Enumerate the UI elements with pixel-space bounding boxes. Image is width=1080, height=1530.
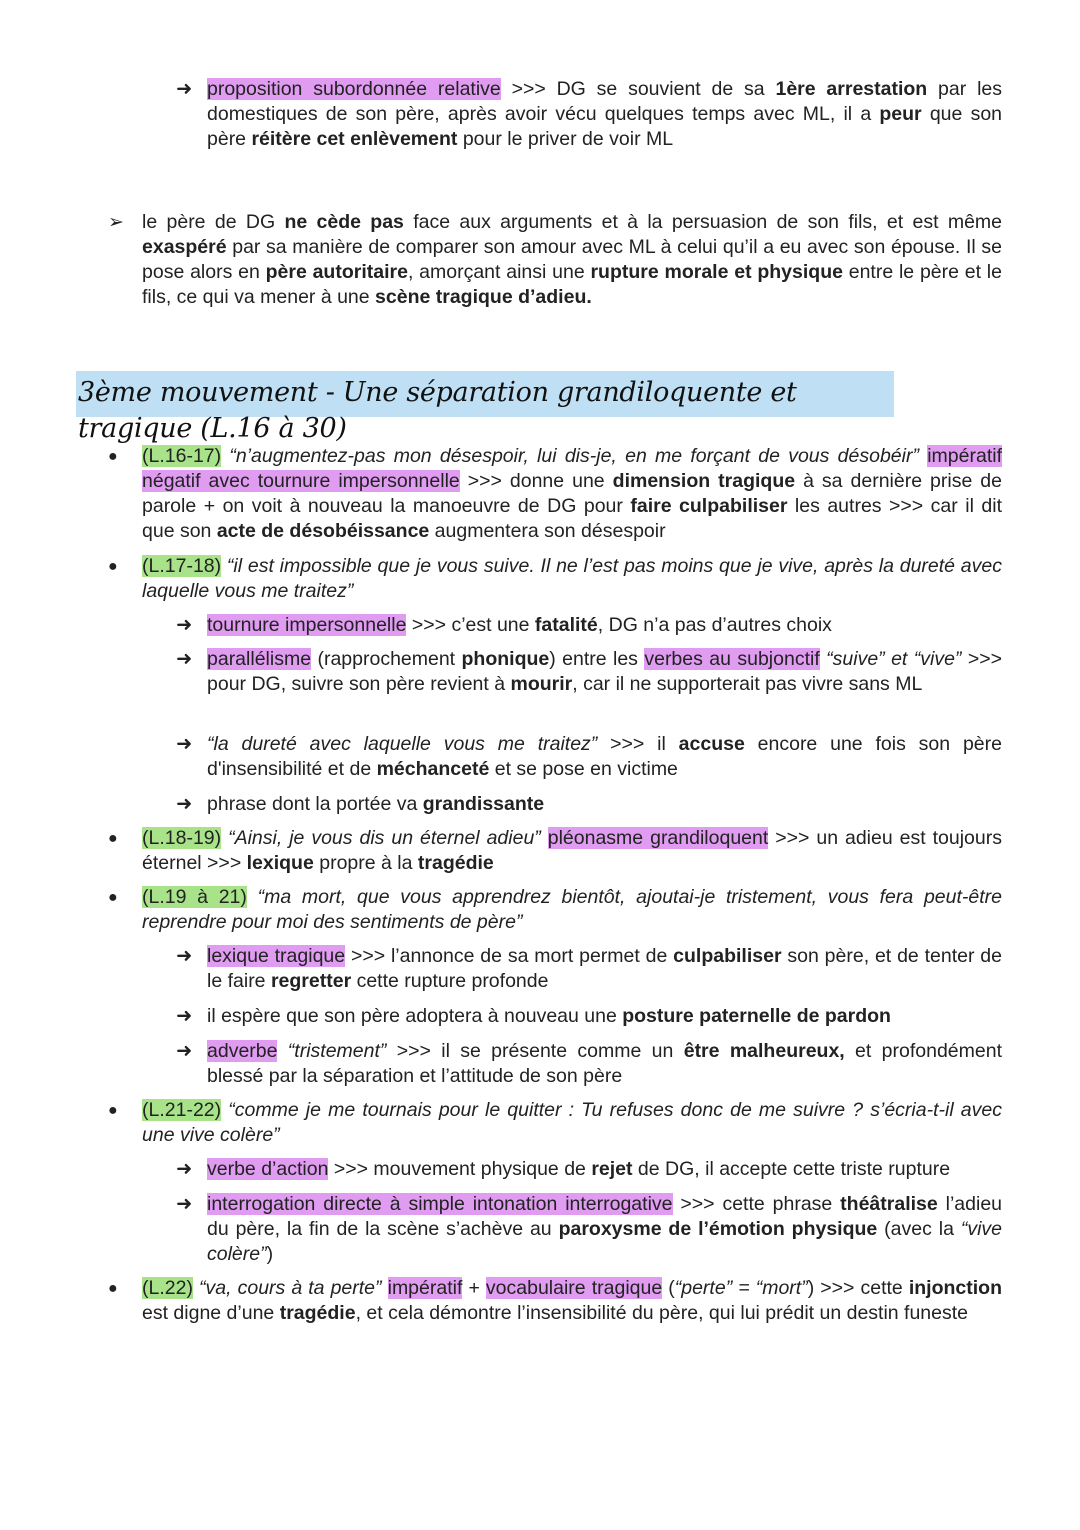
arrow-item-verbe: ➜ verbe d’action >>> mouvement physique de rejet de DG, il accepte cette triste rupture — [176, 1158, 951, 1180]
bullet-dot-icon: ● — [108, 448, 118, 465]
bullet-item-l19: ● (L.19 à 21) “ma mort, que vous apprendrez bientôt, ajoutai-je tristement, vous fera peut-être reprendre pour moi des sentiments de père” — [108, 886, 1002, 933]
arrow-item-relative: ➜ proposition subordonnée relative >>> DG se souvient de sa 1ère arrestation par les domestiques de son père, après avoir vécu quelques temps avec ML, il a peur que son père réitère cet enlèvement pour le priver de voir ML — [176, 78, 1003, 150]
arrow-item-parallelisme: ➜ parallélisme (rapprochement phonique) entre les verbes au subjonctif “suive” et “vive” >>> pour DG, suivre son père revient à mourir, car il ne supporterait pas vivre sans ML — [176, 648, 1002, 695]
arrow-icon: ➜ — [176, 733, 193, 755]
arrow-icon: ➜ — [176, 648, 193, 670]
arrow-item-durete: ➜ “la dureté avec laquelle vous me traitez” >>> il accuse encore une fois son père d'insensibilité et de méchanceté et se pose en victime — [176, 733, 1002, 780]
arrow-item-portee: ➜ phrase dont la portée va grandissante — [176, 793, 545, 815]
bullet-item-l16: ● (L.16-17) “n’augmentez-pas mon désespoir, lui dis-je, en me forçant de vous désobéir” impératif négatif avec tournure impersonnelle >>> donne une dimension tragique à sa dernière prise de parole + on voit à nouveau la manoeuvre de DG pour faire culpabiliser les autres >>> car il dit que son acte de désobéissance augmentera son désespoir — [108, 445, 1003, 542]
bullet-item-l22: ● (L.22) “va, cours à ta perte” impératif + vocabulaire tragique (“perte” = “mort”) >>> cette injonction est digne d’une tragédie, et cela démontre l’insensibilité du père, qui lui prédit un destin funeste — [108, 1277, 1002, 1324]
bullet-item-l17: ● (L.17-18) “il est impossible que je vous suive. Il ne l’est pas moins que je vive, après la dureté avec laquelle vous me traitez” — [108, 555, 1002, 602]
arrow-icon: ➜ — [176, 78, 193, 100]
arrowhead-bullet-icon: ➢ — [108, 212, 124, 233]
arrow-icon: ➜ — [176, 1193, 193, 1215]
arrow-icon: ➜ — [176, 1040, 193, 1062]
arrow-item-lexique: ➜ lexique tragique >>> l’annonce de sa mort permet de culpabiliser son père, et de tenter de le faire regretter cette rupture profonde — [176, 945, 1002, 992]
arrow-icon: ➜ — [176, 1005, 193, 1027]
arrow-icon: ➜ — [176, 793, 193, 815]
arrow-item-interrogation: ➜ interrogation directe à simple intonation interrogative >>> cette phrase théâtralise l’adieu du père, la fin de la scène s’achève au paroxysme de l’émotion physique (avec la “vive colère”) — [176, 1193, 1003, 1265]
pere-paragraph: ➢ le père de DG ne cède pas face aux arguments et à la persuasion de son fils, et est même exaspéré par sa manière de comparer son amour avec ML à celui qu’il a eu avec son épouse. Il se pose alors en père autoritaire, amorçant ainsi une rupture morale et physique entre le père et le fils, ce qui va mener à une scène tragique d’adieu. — [108, 211, 1003, 308]
section-heading: 3ème mouvement - Une séparation grandiloquente et tragique (L.16 à 30) — [76, 371, 894, 417]
bullet-item-l21: ● (L.21-22) “comme je me tournais pour le quitter : Tu refuses donc de me suivre ? s’écria-t-il avec une vive colère” — [108, 1099, 1002, 1146]
arrow-item-posture: ➜ il espère que son père adoptera à nouveau une posture paternelle de pardon — [176, 1005, 891, 1027]
bullet-dot-icon: ● — [108, 830, 118, 847]
arrow-item-adverbe: ➜ adverbe “tristement” >>> il se présente comme un être malheureux, et profondément blessé par la séparation et l’attitude de son père — [176, 1040, 1002, 1087]
arrow-icon: ➜ — [176, 945, 193, 967]
bullet-item-l18: ● (L.18-19) “Ainsi, je vous dis un éternel adieu” pléonasme grandiloquent >>> un adieu est toujours éternel >>> lexique propre à la tragédie — [108, 827, 1002, 874]
arrow-icon: ➜ — [176, 614, 193, 636]
bullet-dot-icon: ● — [108, 1102, 118, 1119]
arrow-item-tournure: ➜ tournure impersonnelle >>> c’est une fatalité, DG n’a pas d’autres choix — [176, 614, 832, 636]
arrow-icon: ➜ — [176, 1158, 193, 1180]
bullet-dot-icon: ● — [108, 889, 118, 906]
bullet-dot-icon: ● — [108, 1280, 118, 1297]
bullet-dot-icon: ● — [108, 558, 118, 575]
